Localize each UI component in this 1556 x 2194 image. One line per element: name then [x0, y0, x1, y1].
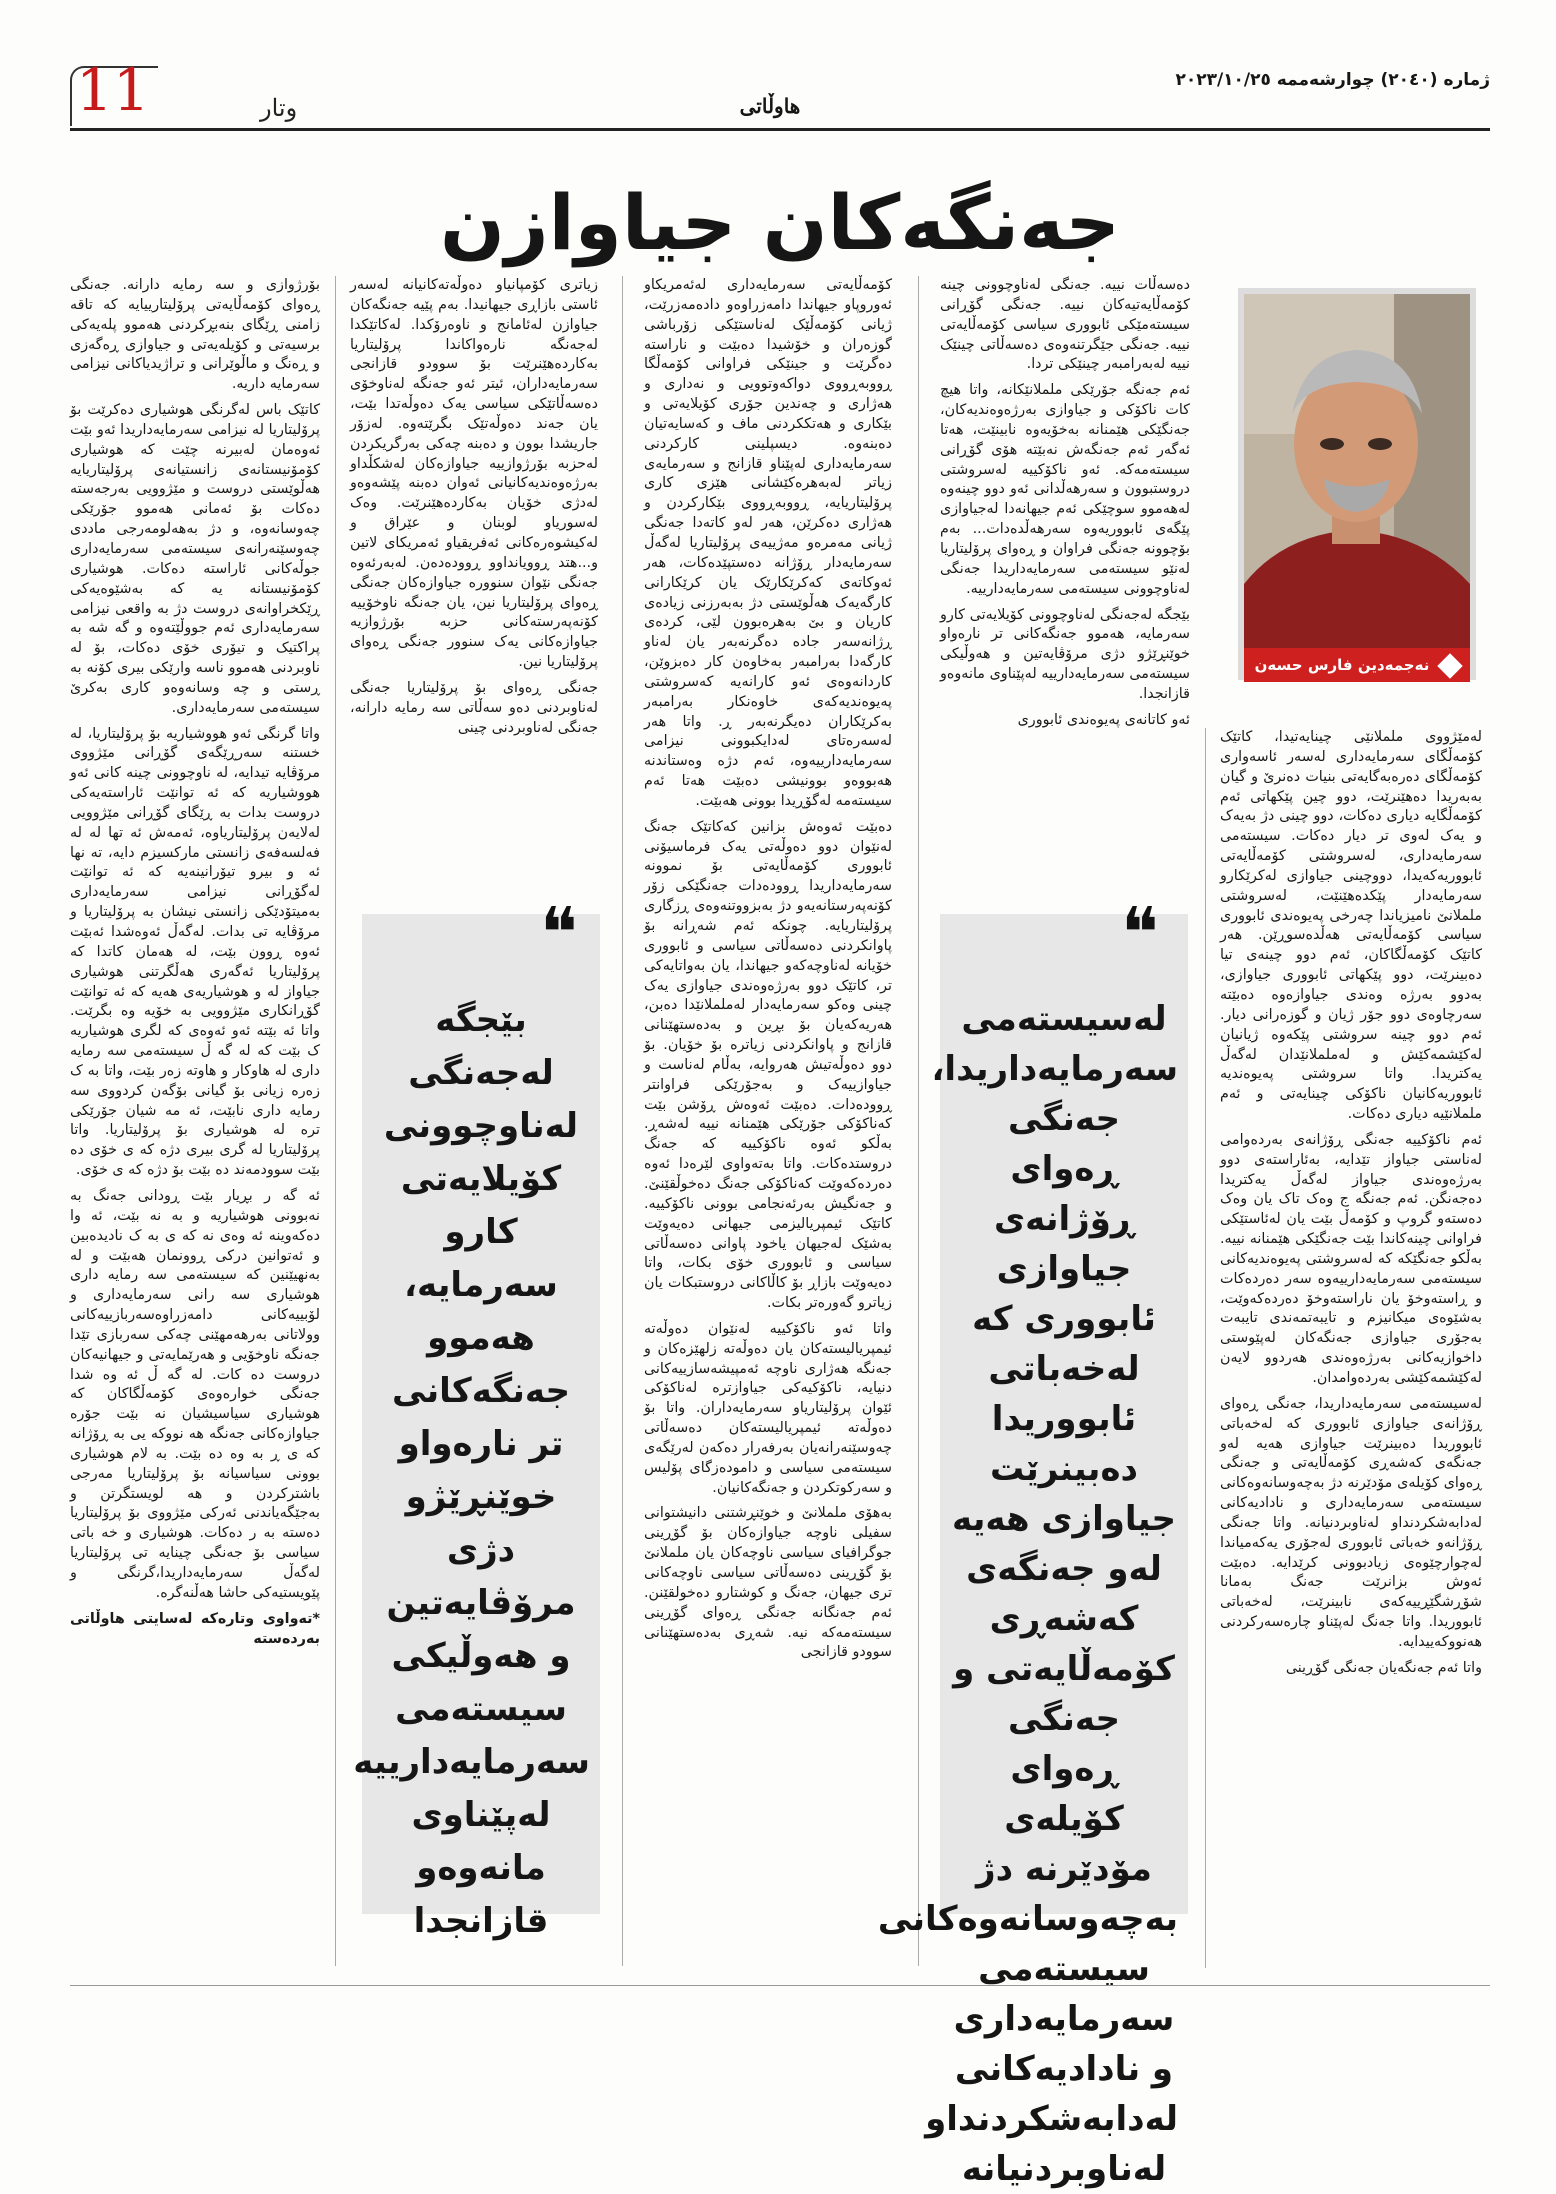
article-column-5	[70, 276, 320, 1655]
page-header	[70, 58, 1490, 128]
pull-quote-2	[353, 914, 600, 1941]
page-number: 11	[76, 56, 150, 124]
paragraph: ئە گە ر بڕیار بێت ڕودانی جەنگ بە نەبوونی هوشیاریە و بە نە بێت، ئە وا دەکەوینە ئە وەی نە کە ی بە ک نادیدەبین و ئەتوانین درکی ڕوونمان هەبێت و لە بەنهیێنین کە سیستەمی سە رمایە داری هوشیاری سە رانی سەرمایەداری و لۆبییەکانی دامەزراوەسەربازییەکانی وولاتانی بەرهەمهێنی چەکی سەربازی تێدا جەنگە ناوخۆیی و هەرێمایەتی و جیهانیەکان دروست دە کات. لە گە ڵ ئە وە شدا جەنگی خوارەوەی کۆمەڵگاکان کە هوشیاری سیاسیشیان نە بێت جۆرە جیاوازەکانی جەنگە هە نووکە یی بە ڕۆژانە کە ی ڕ بە وە دە بێت. بە لام هوشیاری بوونی سیاسیانە بۆ پرۆلیتاریا مەرجی باشترکردن و هە لویستگرتن و بەجێگەیاندنی ئەرکی مێژووی بۆ پرۆلیتاریا دەستە بە ر دەکات. هوشیاری و خە باتی سیاسی بۆ جەنگی چینایە تی پرۆلیتاریا لەگەڵ سەرمایەداریدا،گرنگی و پێویستیەکی حاشا هەڵنەگرە.	[70, 1187, 320, 1601]
paragraph: لەمێژووی ململانێی چینایەتیدا، کاتێک کۆمەڵگای سەرمایەداری لەسەر ئاسەواری کۆمەڵگای دەرەبەگایەتی بنیات دەنرێ و گیان بەبەریدا دەهێنرێت، دوو چین پێکهاتی ئەم کۆمەڵگایە دیاری دەکات، دوو چینی دژ بەیەک و یەک لەوی تر دیار دەکات. سیستەمی سەرمایەداری، لەسروشتی کۆمەڵایەتی ئابووریەکەیدا، دووچینی جیاوازی لەکرێکارو سەرمایەدار پێکدەهێنێت، لەسروشتی ململانێ نامیزیاندا چەرخی پەیوەندی ئابووری سیاسی کۆمەڵایەتی هەڵدەسوڕێن. هەر کاتێک کۆمەڵگاکان، ئەم دوو چینەی تیا دەبینرێت، دوو پێکهاتی ئابووری جیاوازی، بەدوو بەرژە وەندی جیاوازەوە دەبێتە سەرچاوەی دوو جۆر ژیان و گوزەرانی دیار. ئەم دوو چینە سروشتی پێکەوە ژیانیان لەکێشمەکێش و لەململانێدان لەگەڵ یەکتریدا. واتا سروشتی پەیوەندیە ئابووریەکانیان ناکۆکی چینایەتی و ئەم ململانێیە دیاری دەکات.	[1220, 729, 1482, 1123]
paragraph: دەبێت ئەوەش بزانین کەکاتێک جەنگ لەنێوان دوو دەوڵەتی یەک فرماسیۆنی ئابووری کۆمەڵایەتی بۆ نموونە سەرمایەداریدا ڕوودەدات جەنگێکی زۆر کۆنەپەرستانەیەو دژ بەبزووتنەوەی ڕزگاری پرۆلیتاریایە. چونکە ئەم شەڕانە بۆ پاوانکردنی دەسەڵاتی سیاسی و ئابووری خۆیانە لەناوچەکەو جیهاندا، یان بەواتایەکی تر، کاتێک دوو بەرژەوەندی جیاوازی یەک چینی وەکو سەرمایەدار لەململانێدا دەبن، هەریەکەیان بۆ بڕین و بەدەستهێنانی قازانج و پاوانکردنی زیاترە بۆ خۆیان. بۆ دوو دەوڵەتیش هەروایە، بەڵام لەناست و جیاوازییەک و بەجۆرێکی فراوانتر ڕوودەدات. دەبێت ئەوەش ڕۆشن بێت کەناکۆکی جۆرێکی هێمنانە نییە لەشەڕ. بەڵکو ئەوە ناکۆکییە کە جەنگ دروستدەکات. واتا بەتەواوی لێرەدا ئەوە دەردەکەوێت کەناکۆکی جەنگ دەخوڵقێنێ. و جەنگیش بەرئەنجامی بوونی ناکۆکییە. کاتێک ئیمپریالیزمی جیهانی دەیەوێت بەشێک لەجیهان یاخود پاوانی دەسەڵاتی سیاسی و ئابووری خۆی بکات، واتا دەیەوێت بازاڕ بۆ کاڵاکانی دروستبکات یان زیاترو گەورەتر بکات.	[644, 818, 892, 1312]
article-column-2	[940, 276, 1190, 737]
author-name: نەجمەدین فارس حسەن	[1254, 656, 1430, 674]
column-divider	[622, 276, 623, 1966]
quote-mark-icon: ❝	[1121, 892, 1159, 974]
author-photo	[1238, 288, 1476, 680]
column-divider	[335, 276, 336, 1966]
paragraph: زیاتری کۆمپانیاو دەوڵەتەکانیانە لەسەر ئاستی بازاڕی جیهانیدا. بەم پێیە جەنگەکان جیاوازن لەئامانج و ناوەرۆکدا. لەکاتێکدا لەجەنگە نارەواکاندا پرۆلیتاریا بەکاردەهێنرێت بۆ سوودو قازانجی سەرمایەداران، ئیتر ئەو جەنگە لەناوخۆی دەسەڵاتێکی سیاسی یەک دەوڵەتدا بێت، یان جەند دەوڵەتێک بگرێتەوە. لەزۆر جاریشدا بوون و دەبنە چەکی بەرگریکردن لەحزبە بۆرژوازییە جیاوازەکان لەشکڵداو بەرژەوەندیەکانیانی ئەوان دەبنە پێشەوەو لەدژی خۆیان بەکاردەهێنرێت. وەک لەسوریاو لوبنان و عێراق و لەکیشوەرەکانی ئەفریقیاو ئەمریکای لاتین و...هتد ڕوویانداوو ڕوودەدەن. لەبەرئەوە جەنگی نێوان سنوورە جیاوازەکان جەنگی ڕەوای پرۆلیتاریا نین، یان جەنگە ناوخۆییە کۆنەپەرستەکانی حزبە بۆرژوازیە جیاوازەکانی یەک سنوور جەنگی ڕەوای پرۆلیتاریا نین.	[350, 277, 598, 671]
article-column-4	[350, 276, 598, 744]
pull-quote-text: لەسیستەمی سەرمایەداریدا، جەنگی ڕەوای ڕۆژانەی جیاوازی ئابووری کە لەخەباتی ئابووریدا دەبینرێت جیاوازی هەیە لەو جەنگەی کەشەڕی کۆمەڵایەتی و جەنگی ڕەوای کۆیلەی مۆدێرنە دژ بەچەوسانەوەکانی سیستەمی سەرمایەداری و نادادیەکانی لەدابەشکردنداو لەناوبردنیانە	[877, 999, 1178, 2189]
pull-quote-text: بێجگە لەجەنگی لەناوچوونی کۆیلایەتی کارو سەرمایە، هەموو جەنگەکانی تر نارەواو خوێنڕێژو دژی مرۆڤایەتین و هەوڵیکی سیستەمی سەرمایەدارییە لەپێناوی مانەوەو قازانجدا	[353, 1000, 590, 1941]
section-label: وتار	[260, 94, 298, 122]
paragraph: کۆمەڵایەتی سەرمایەداری لەئەمریکاو ئەوروپاو جیهاندا دامەزراوەو دادەمەزرێت، ژیانی کۆمەڵێک لەناستێکی زۆرباشی گوزەران و خۆشیدا دەبێت و ناراستە دەگرێت و جینێکی فراوانی کۆمەڵگا ڕووبەڕووی دواکەوتوویی و نەداری و هەژاری و چەندین جۆری کۆیلایەتی و بێکاری و هەتککردنی ماف و کەسایەتیان دەبنەوە. دیسپلینی کارکردنی سەرمایەداری لەپێناو قازانج و سەرمایەی زیاتر لەبەهرەکێشانی هێزی کاری پرۆلیتاریایە، ڕووبەڕووی بێکارکردن و هەژاری دەکرێن، هەر لەو کاتەدا جەنگی ژیانی مەمرەو مەژییەی پرۆلیتاریا لەگەڵ سەرمایەدار ڕۆژانە دەستپێدەکات، هەر ئەوکاتەی کەکرێکارێک یان کرێکارانی کارگەیەک هەڵوێستی دژ بەبەرزنی زیادەی کاریان و بێ بەهرەبوون لێی، کردەی ڕژانەسەر جادە دەگرنەبەر یان لەناو کارگەدا بەرامبەر بەخاوەن کار دەبزوێن، کاردانەوەی ئەو کارانەیە کەسروشتی پەیوەندیەکەی خاوەنکار بەرامبەر بەکرێکاران دەیگرنەبەر ڕ. واتا هەر لەسەرەتای لەدایکبوونی نیزامی سەرمایەدارییەوە، ئەم دژە وەستاندنە هەبووەو بوونیشی دەبێت هەتا ئەم سیستەمە لەگۆڕیدا بوونی هەبێت.	[644, 277, 892, 809]
pull-quote-1	[877, 914, 1188, 2189]
footer-rule	[70, 1985, 1490, 1986]
paragraph: واتا ئەو ناکۆکییە لەنێوان دەوڵەتە ئیمپریالیستەکان یان دەوڵەتە زلهێزەکان و جەنگە هەژاری ناوچە ئەمپیشەسازییەکانی دنیایە، ناکۆکیەکی جیاوازترە لەناکۆکی ئێوان پرۆلیتاریاو سەرمایەداران. واتا بۆ دەوڵەتە ئیمپریالیستەکان دەسەڵاتی چەوسێنەرانەیان بەرفەرار دەکەن لەرێگەی سیستەمی سیاسی و دامودەزگای پۆلیس و سەرکوتکردن و جەنگەکانیان.	[644, 1320, 892, 1496]
footnote: *تەواوی وتارەکە لەسایتی هاوڵاتی بەردەستە	[70, 1610, 320, 1647]
author-name-caption	[1244, 648, 1470, 682]
paragraph: جەنگی ڕەوای بۆ پرۆلیتاریا جەنگی لەناوبردنی دەو سەڵاتی سە رمایە دارانە، جەنگی لەناوبردنی چینی	[350, 679, 598, 736]
quote-mark-icon: ❝	[540, 892, 578, 974]
diamond-icon	[1438, 653, 1463, 678]
paragraph: واتا گرنگی ئەو هووشیاریە بۆ پرۆلیتاریا، لە خستنە سەرڕێگەی گۆڕانی مێژووی مرۆڤایە تیدایە، لە ناوچوونی چینە کانی ئەو هووشیاریە کە ئە توانێت ئاراستەیەکی دروست بدات بە ڕێگای گۆڕانی مێژوویی لەلایەن پرۆلیتاریاوە، ئەمەش ئە تها لە لە فەلسەفەی زانستی مارکسیزم دایە، تە نها ئە و بیرو تیۆرانینەیە کە ئە توانێت لەگۆڕانی نیزامی سەرمایەداری بەمیتۆدێکی زانستی نیشان بە پرۆلیتاریا و مرۆڤایە تی بدات. لەگەڵ ئەوەشدا ئەبێت ئەوە ڕوون بێت، لە هەمان کاتدا کە پرۆلیتاریا ئەگەری هەڵگرتنی هوشیاری جیاواز لە و هوشیاریەی هەیە کە ئە توانێت گۆڕانکاری مێژوویی بە خۆیە وە بگرێت. واتا ئە بێتە ئەو ئەوەی کە لگری هوشیاریە ک بێت کە لە گە ڵ سیستەمی سە رمایە داری لە هاوکار و هاوتە زەر بێت، واتا بە ک زەرە زیانی بۆ گیانی بۆگەن کردووی سە رمایە داری نابێت، ئە مە شیان جۆرێکی ترە لە هوشیاری بۆ پرۆلیتاریا. واتا پرۆلیتاریا لە گری بیری دژە کە ی خۆی دە بێت سوودمەند دە بێت بۆ دژە کە ی خۆی.	[70, 725, 320, 1179]
newspaper-logo: هاوڵاتی	[739, 94, 801, 118]
paragraph: بێجگە لەجەنگی لەناوچوونی کۆیلایەتی کارو سەرمایە، هەموو جەنگەکانی تر نارەواو خوێنڕێژو دژی مرۆڤایەتین و هەوڵیکی سیستەمی سەرمایەدارییە لەپێناوی مانەوەو قازانجدا.	[940, 606, 1190, 702]
paragraph: کاتێک باس لەگرنگی هوشیاری دەکرێت بۆ پرۆلیتاریا لە نیزامی سەرمایەداریدا ئەو بێت ئەوەمان لەبیرنە چێت کە هوشیاری کۆمۆنیستانەی زانستیانەی پرۆلیتاریایە هەڵوێستی دروست و مێژوویی بەرجەستە دەکات بۆ ئەمانی هەموو جۆرێکی چەوسانەوە، و دژ بەهەلومەرجی ماددی چەوسێنەرانەی سیستەمی سەرمایەداری جوڵەکانی ئاراستە دەکات. هوشیاری کۆمۆنیستانە یە کە بەشێوەیەکی ڕێکخراوانەی دروست دژ بە واقعی نیزامی سەرمایەداری ئەم جووڵێتەوە و گە شە بە پراکتیک و تیۆری خۆی دەکات، بۆ لە ناوبردنی هەموو ناسە وارێکی بیری کۆنە بە ڕستی و چە وسانەوەو کاری بەکرێ سیستەمی سەرمایەداری.	[70, 402, 320, 716]
article-column-3	[644, 276, 892, 1669]
issue-info: ژماره (٢٠٤٠) چوارشەممە ٢٠٢٣/١٠/٢٥	[1175, 70, 1490, 90]
paragraph: ئەم جەنگە جۆرێکی ململانێکانە، واتا هیچ کات ناکۆکی و جیاوازی بەرژەوەندیەکان، جەنگێکی هێمنانە بەخۆیەوە نابینێت، هەتا ئەگەر ئەم جەنگەش نەبێتە هۆی گۆڕانی سیستەمەکە. ئەو ناکۆکییە لەسروشتی دروستبوون و سەرهەڵدانی ئەو دوو چینەوە لەهەموو سوچێکی ئەم جیهانەدا لەجیاوازی پێگەی ئابووریەوە سەرهەڵدەدات... بەم بۆچوونە جەنگی فراوان و ڕەوای پرۆلیتاریا لەنێو سیستەمی سەرمایەداریدا جەنگی لەناوچوونی سیستەمی سەرمایەدارییە.	[940, 382, 1190, 597]
column-divider	[1205, 728, 1206, 1968]
article-headline: جەنگەکان جیاوازن	[440, 178, 1120, 267]
paragraph: ئەم ناکۆکییە جەنگی ڕۆژانەی بەردەوامی لەناستی جیاواز تێدایە، بەئاراستەی دوو بەرژەوەندی جیاواز لەگەڵ یەکتریدا دەجەنگن. ئەم جەنگە ج وەک تاک یان وەک دەستەو گروپ و کۆمەڵ بێت یان لەئاستێکی فراوانی چینەکاندا بێت جەنگێکی هێمنانە نییە. بەڵکو جەنگێکە کە لەسروشتی پەیوەندیەکانی سیستەمی سەرمایەدارییەوە سەر دەردەکات و ڕاستەوخۆ یان ناراستەوخۆ دەردەکەوێت، بەشێوەی میکانیزم و تایبەتمەندی تایبەت بەجۆری جیاوازی جەنگەکان لەپێوستی داخوازیەکانی بەرژەوەندی هەردوو لایەن لەکێشمەکێشی بەردەوامدان.	[1220, 1131, 1482, 1386]
paragraph: ئەو کاتانەی پەیوەندی ئابووری	[1017, 711, 1190, 728]
paragraph: واتا ئەم جەنگەیان جەنگی گۆڕینی	[1285, 1659, 1482, 1676]
paragraph: دەسەڵات نییە. جەنگی لەناوچوونی چینە کۆمەڵایەتیەکان نییە. جەنگی گۆڕانی سیستەمێکی ئابووری سیاسی کۆمەڵایەتی نییە. جەنگی جێگرتنەوەی دەسەڵاتی چینێک نییە لەبەرامبەر چینێکی تردا.	[940, 277, 1190, 373]
paragraph: بۆرژوازی و سە رمایە دارانە. جەنگی ڕەوای کۆمەڵایەتی پرۆلیتارییایە کە تاقە زامنی ڕێگای بنەبڕکردنی هەموو پلەیەکی برسیەتی و کۆیلەیەتی و جیاوازی ڕەگەزی و ڕەنگ و ماڵوێرانی و تراژیدیاکانی نیزامی سەرمایە داریە.	[70, 277, 320, 393]
paragraph: لەسیستەمی سەرمایەداریدا، جەنگی ڕەوای ڕۆژانەی جیاوازی ئابووری کە لەخەباتی ئابووریدا دەبینرێت جیاوازی هەیە لەو جەنگەی کەشەڕی کۆمەڵایەتی و جەنگی ڕەوای کۆیلەی مۆدێرنە دژ بەچەوسانەوەکانی سیستەمی سەرمایەداری و نادادیەکانی لەدابەشکردنداو لەناوبردنیانە. واتا جەنگی ڕۆژانەو خەباتی ئابووری لەجۆری یەکەمیاندا لەچوارچێوەی زیادبوونی کرێدایە. دەبێت ئەوش بزانرێت جەنگ بەمانا شۆڕشگێڕییەکەی نابینرێت، لەخەباتی ئابووریدا. واتا جەنگ لەپێناو چارەسەرکردنی هەنووکەییدایە.	[1220, 1395, 1482, 1650]
header-rule	[70, 128, 1490, 131]
column-divider	[918, 276, 919, 1966]
article-column-1	[1220, 728, 1482, 1685]
paragraph: بەهۆی ململانێ و خوێنڕشتنی دانیشتوانی سفیلی ناوچە جیاوازەکان بۆ گۆڕینی جوگرافیای سیاسی ناوچەکان یان ململانێ بۆ گۆڕینی دەسەڵاتی سیاسی ناوچەکانی تری جیهان، جەنگ و کوشتارو دەخولقێنن. ئەم جەنگانە جەنگی ڕەوای گۆڕینی سیستەمەکە نیە. شەڕی بەدەستهێنانی سوودو قازانجی	[644, 1505, 892, 1661]
